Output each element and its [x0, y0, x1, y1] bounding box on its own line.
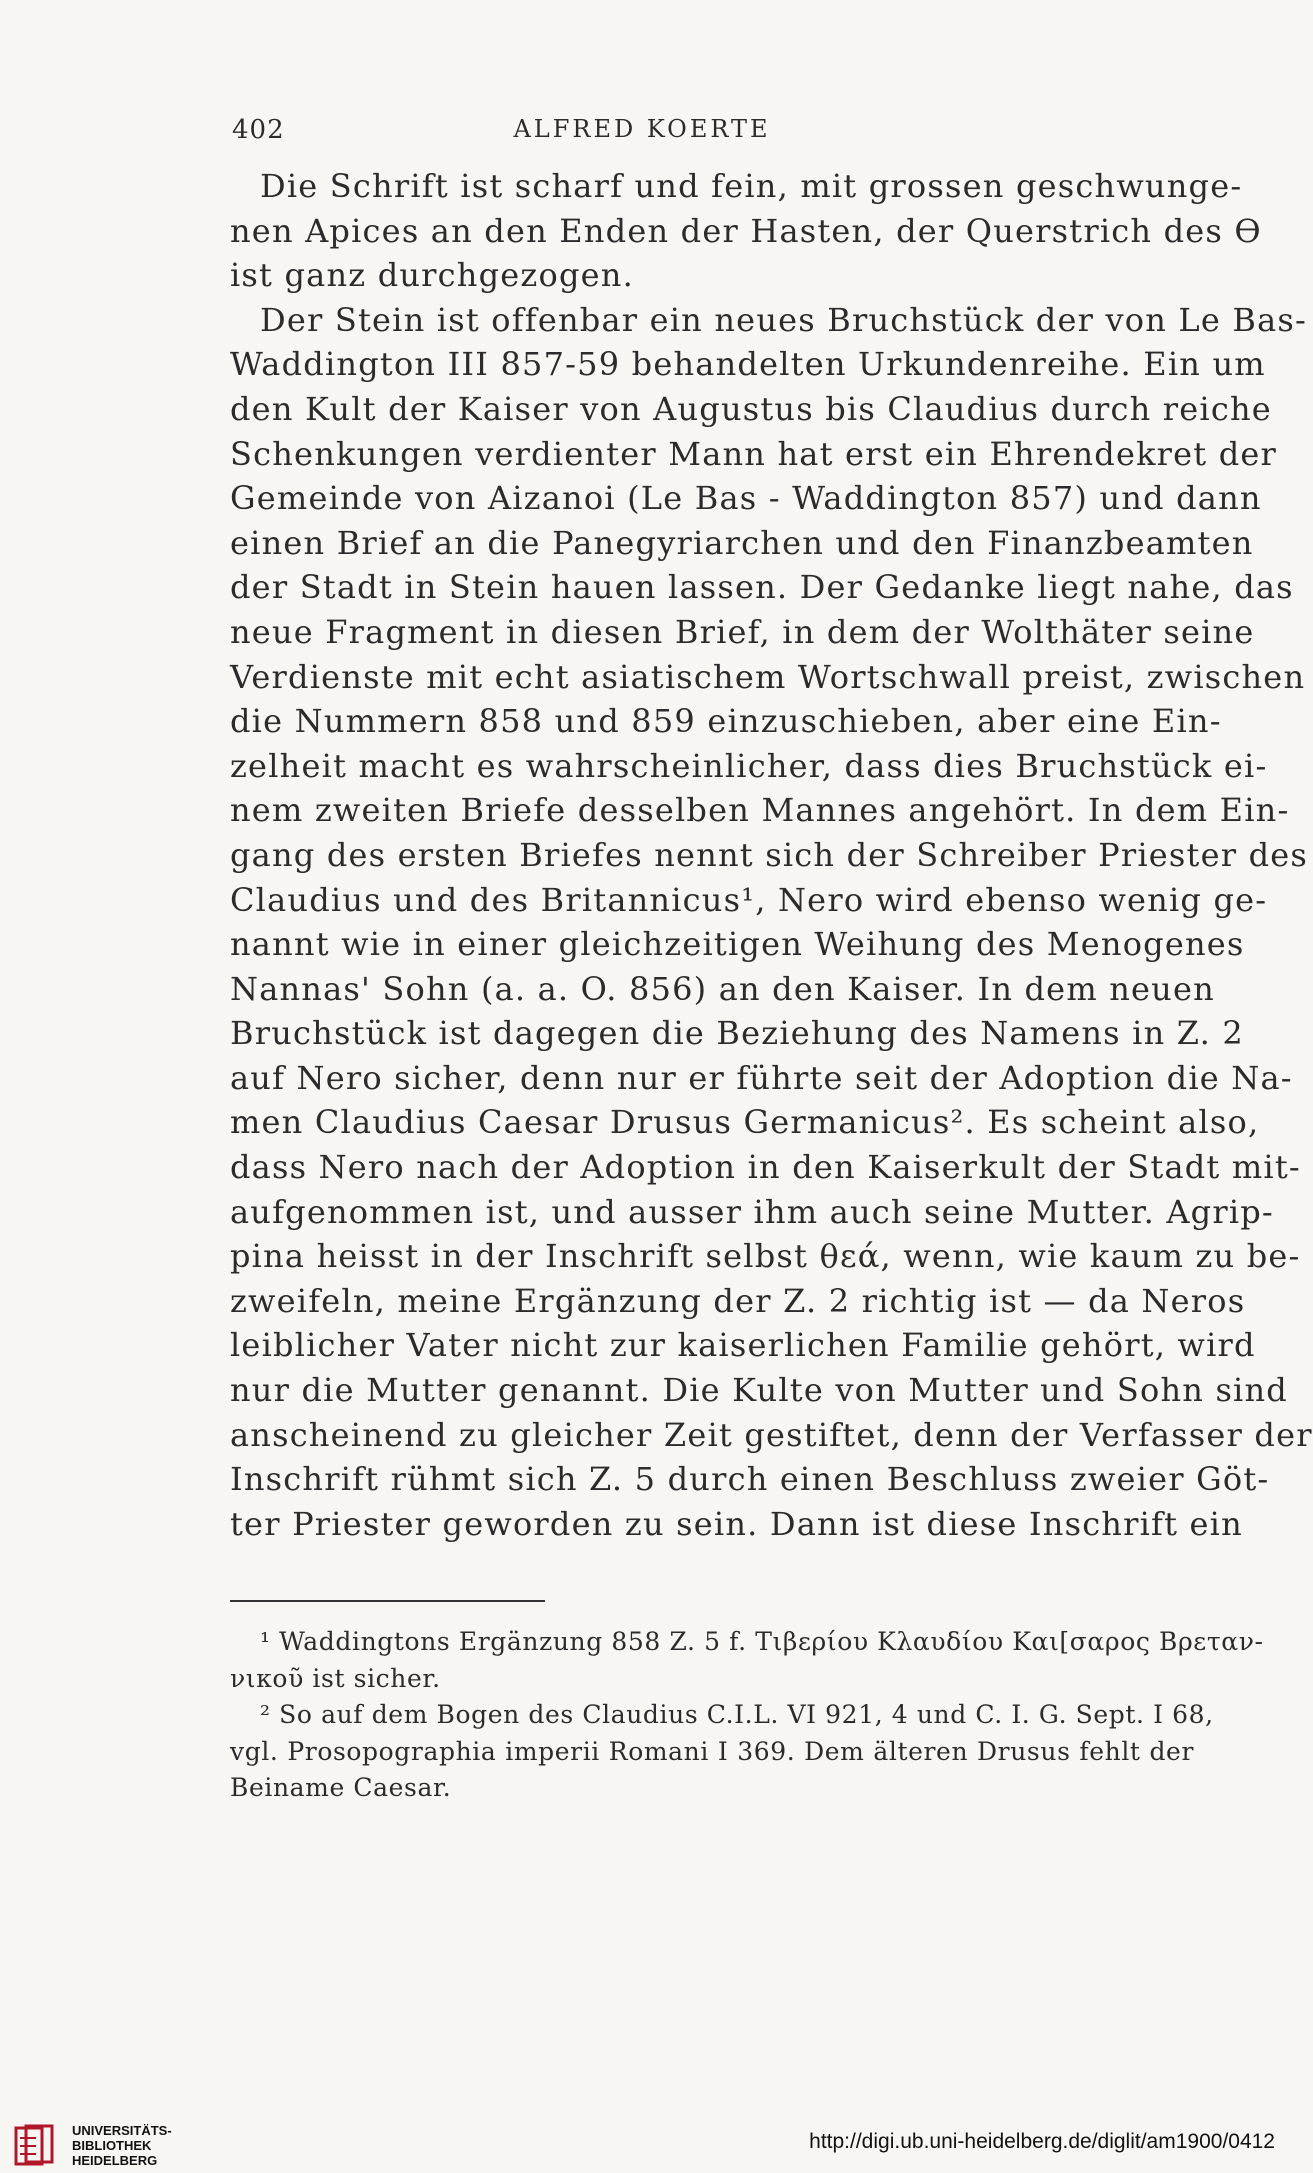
footnote-line: vgl. Prosopographia imperii Romani I 369. Dem älteren Drusus fehlt der — [230, 1736, 1194, 1766]
text-line: Gemeinde von Aizanoi (Le Bas - Waddington 857) und dann — [230, 479, 1262, 518]
page-number: 402 — [232, 115, 285, 145]
text-line: men Claudius Caesar Drusus Germanicus². Es scheint also, — [230, 1103, 1260, 1142]
running-head: ALFRED KOERTE — [513, 115, 771, 143]
library-name — [72, 2123, 172, 2168]
text-line: Nannas' Sohn (a. a. O. 856) an den Kaiser. In dem neuen — [230, 969, 1215, 1008]
footnote-divider — [230, 1600, 545, 1602]
text-line: neue Fragment in diesen Brief, in dem der Wolthäter seine — [230, 612, 1255, 651]
text-line: gang des ersten Briefes nennt sich der Schreiber Priester des — [230, 835, 1309, 874]
body-text — [230, 164, 1313, 1546]
text-line: nannt wie in einer gleichzeitigen Weihung des Menogenes — [230, 925, 1245, 964]
text-line: dass Nero nach der Adoption in den Kaiserkult der Stadt mit- — [230, 1148, 1301, 1187]
text-line: Claudius und des Britannicus¹, Nero wird ebenso wenig ge- — [230, 880, 1268, 919]
library-name-line: BIBLIOTHEK — [72, 2138, 152, 2153]
text-line: nem zweiten Briefe desselben Mannes angehört. In dem Ein- — [230, 791, 1290, 830]
text-line: einen Brief an die Panegyriarchen und den Finanzbeamten — [230, 523, 1254, 562]
text-line: aufgenommen ist, und ausser ihm auch seine Mutter. Agrip- — [230, 1192, 1274, 1231]
library-logo-icon — [14, 2124, 58, 2168]
library-name-line: UNIVERSITÄTS- — [72, 2123, 172, 2138]
text-line: Waddington III 857-59 behandelten Urkundenreihe. Ein um — [230, 345, 1266, 384]
text-line: anscheinend zu gleicher Zeit gestiftet, denn der Verfasser der — [230, 1415, 1313, 1454]
text-line: ter Priester geworden zu sein. Dann ist diese Inschrift ein — [230, 1504, 1243, 1543]
source-url[interactable]: http://digi.ub.uni-heidelberg.de/diglit/am1900/0412 — [809, 2130, 1275, 2153]
text-line: Bruchstück ist dagegen die Beziehung des Namens in Z. 2 — [230, 1014, 1244, 1053]
footnotes — [230, 1624, 1264, 1807]
text-line: zweifeln, meine Ergänzung der Z. 2 richtig ist — da Neros — [230, 1281, 1246, 1320]
page-header — [232, 115, 1052, 149]
text-line: nur die Mutter genannt. Die Kulte von Mutter und Sohn sind — [230, 1371, 1288, 1410]
footnote-line: ¹ Waddingtons Ergänzung 858 Z. 5 f. Τιβερίου Κλαυδίου Και[σαρος Βρεταν- — [260, 1627, 1264, 1656]
text-line: die Nummern 858 und 859 einzuschieben, aber eine Ein- — [230, 702, 1222, 741]
text-line: Der Stein ist offenbar ein neues Bruchstück der von Le Bas- — [260, 300, 1307, 339]
text-line: Schenkungen verdienter Mann hat erst ein Ehrendekret der — [230, 434, 1278, 473]
text-line: pina heisst in der Inschrift selbst θεά, wenn, wie kaum zu be- — [230, 1237, 1301, 1276]
text-line: Die Schrift ist scharf und fein, mit grossen geschwunge- — [260, 167, 1243, 205]
text-line: zelheit macht es wahrscheinlicher, dass dies Bruchstück ei- — [230, 746, 1268, 785]
text-line: Inschrift rühmt sich Z. 5 durch einen Beschluss zweier Göt- — [230, 1460, 1270, 1499]
footnote-line: ² So auf dem Bogen des Claudius C.I.L. VI 921, 4 und C. I. G. Sept. I 68, — [260, 1700, 1214, 1729]
page-footer — [0, 2120, 1289, 2173]
text-line: Verdienste mit echt asiatischem Wortschwall preist, zwischen — [230, 657, 1306, 696]
text-line: auf Nero sicher, denn nur er führte seit der Adoption die Na- — [230, 1058, 1293, 1097]
library-name-line: HEIDELBERG — [72, 2153, 158, 2168]
text-line: nen Apices an den Enden der Hasten, der Querstrich des ϴ — [230, 211, 1262, 250]
text-line: leiblicher Vater nicht zur kaiserlichen Familie gehört, wird — [230, 1326, 1256, 1365]
footnote-line: νικοῦ ist sicher. — [230, 1663, 441, 1693]
footnote-line: Beiname Caesar. — [230, 1773, 452, 1802]
text-line: den Kult der Kaiser von Augustus bis Claudius durch reiche — [230, 389, 1272, 428]
text-line: der Stadt in Stein hauen lassen. Der Gedanke liegt nahe, das — [230, 568, 1294, 607]
text-line: ist ganz durchgezogen. — [230, 256, 634, 295]
